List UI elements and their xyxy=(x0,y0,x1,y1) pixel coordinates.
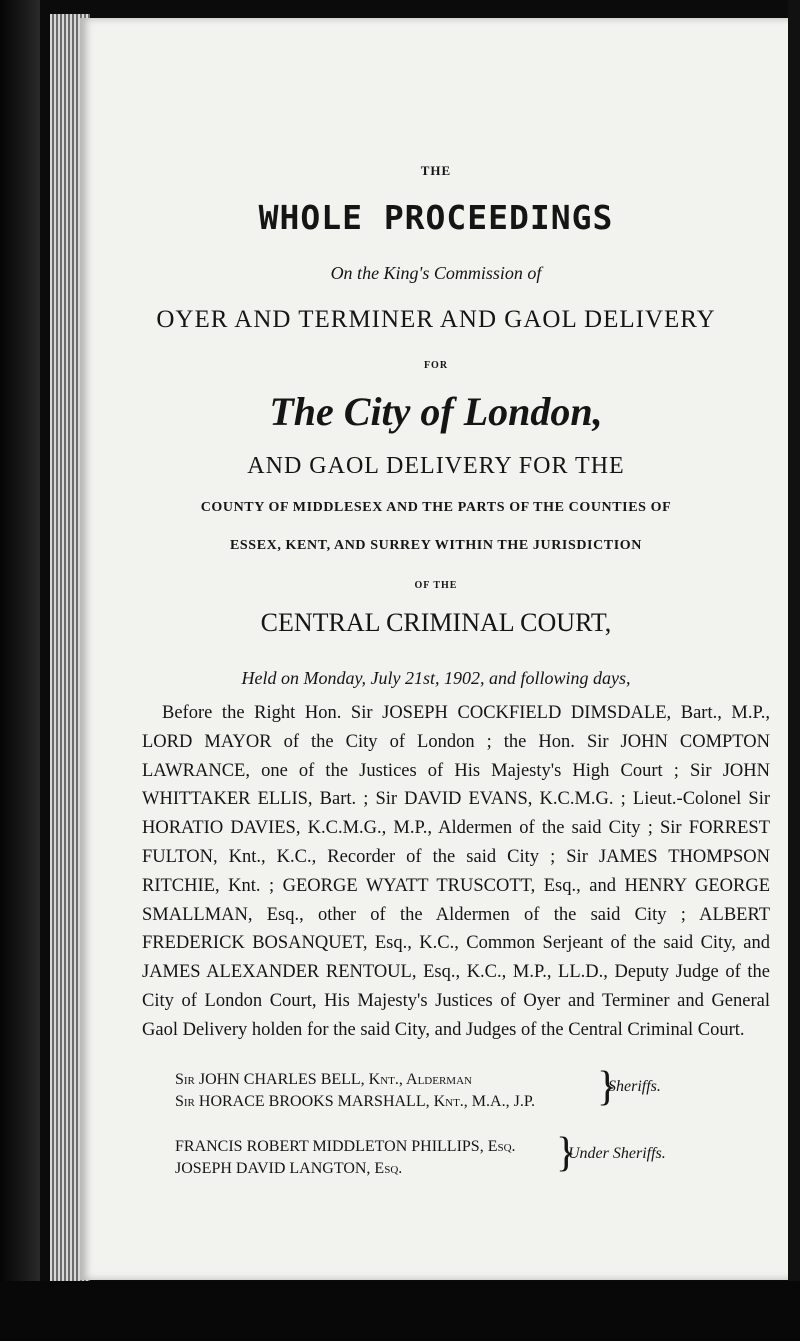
gaol-delivery-line: AND GAOL DELIVERY FOR THE xyxy=(247,453,625,479)
court-name: CENTRAL CRIMINAL COURT, xyxy=(260,608,612,637)
of-the-line: OF THE xyxy=(414,580,458,591)
under-sheriff-1: FRANCIS ROBERT MIDDLETON PHILLIPS, Esq. xyxy=(175,1138,516,1155)
held-date-line: Held on Monday, July 21st, 1902, and following days, xyxy=(241,668,631,688)
title-the: THE xyxy=(420,163,452,178)
city-of-london-line: The City of London, xyxy=(269,389,603,434)
sheriffs-brace: } xyxy=(597,1064,618,1110)
under-sheriff-2: JOSEPH DAVID LANGTON, Esq. xyxy=(175,1160,403,1177)
under-sheriffs-brace: } xyxy=(556,1130,577,1176)
right-edge xyxy=(788,0,800,1341)
page-title: WHOLE PROCEEDINGS xyxy=(258,198,614,237)
sheriff-1: Sir JOHN CHARLES BELL, Knt., Alderman xyxy=(175,1071,472,1088)
sheriff-2: Sir HORACE BROOKS MARSHALL, Knt., M.A., J.P. xyxy=(175,1093,535,1110)
under-sheriffs-label: Under Sheriffs. xyxy=(568,1145,666,1162)
jurisdiction-line: ESSEX, KENT, AND SURREY WITHIN THE JURISDICTION xyxy=(229,538,642,553)
sheriffs-names xyxy=(175,1069,535,1113)
judges-paragraph xyxy=(142,699,770,1045)
bottom-edge xyxy=(0,1281,800,1341)
judges-text: Before the Right Hon. Sir JOSEPH COCKFIELD DIMSDALE, Bart., M.P., LORD MAYOR of the City of London ; the Hon. Sir JOHN COMPTON LAWRANCE, one of the Justices of His Majesty's High Court ; Sir JOHN WHITTAKER ELLIS, Bart. ; Sir DAVID EVANS, K.C.M.G. ; Lieut.-Colonel Sir HORATIO DAVIES, K.C.M.G., M.P., Aldermen of the said City ; Sir FORREST FULTON, Knt., K.C., Recorder of the said City ; Sir JAMES THOMPSON RITCHIE, Knt. ; GEORGE WYATT TRUSCOTT, Esq., and HENRY GEORGE SMALLMAN, Esq., other of the Aldermen of the said City ; ALBERT FREDERICK BOSANQUET, Esq., K.C., Common Serjeant of the said City, and JAMES ALEXANDER RENTOUL, Esq., K.C., M.P., LL.D., Deputy Judge of the City of London Court, His Majesty's Justices of Oyer and Terminer and General Gaol Delivery holden for the said City, and Judges of the Central Criminal Court. xyxy=(142,703,770,1040)
under-sheriffs-names xyxy=(175,1136,516,1180)
sheriffs-label: Sheriffs. xyxy=(608,1078,661,1095)
oyer-terminer-line: OYER AND TERMINER AND GAOL DELIVERY xyxy=(156,306,716,333)
county-line: COUNTY OF MIDDLESEX AND THE PARTS OF THE COUNTIES OF xyxy=(200,500,672,515)
for-line: FOR xyxy=(423,360,449,371)
commission-line: On the King's Commission of xyxy=(330,263,542,283)
book-page xyxy=(80,18,792,1280)
book-binding xyxy=(0,0,40,1341)
